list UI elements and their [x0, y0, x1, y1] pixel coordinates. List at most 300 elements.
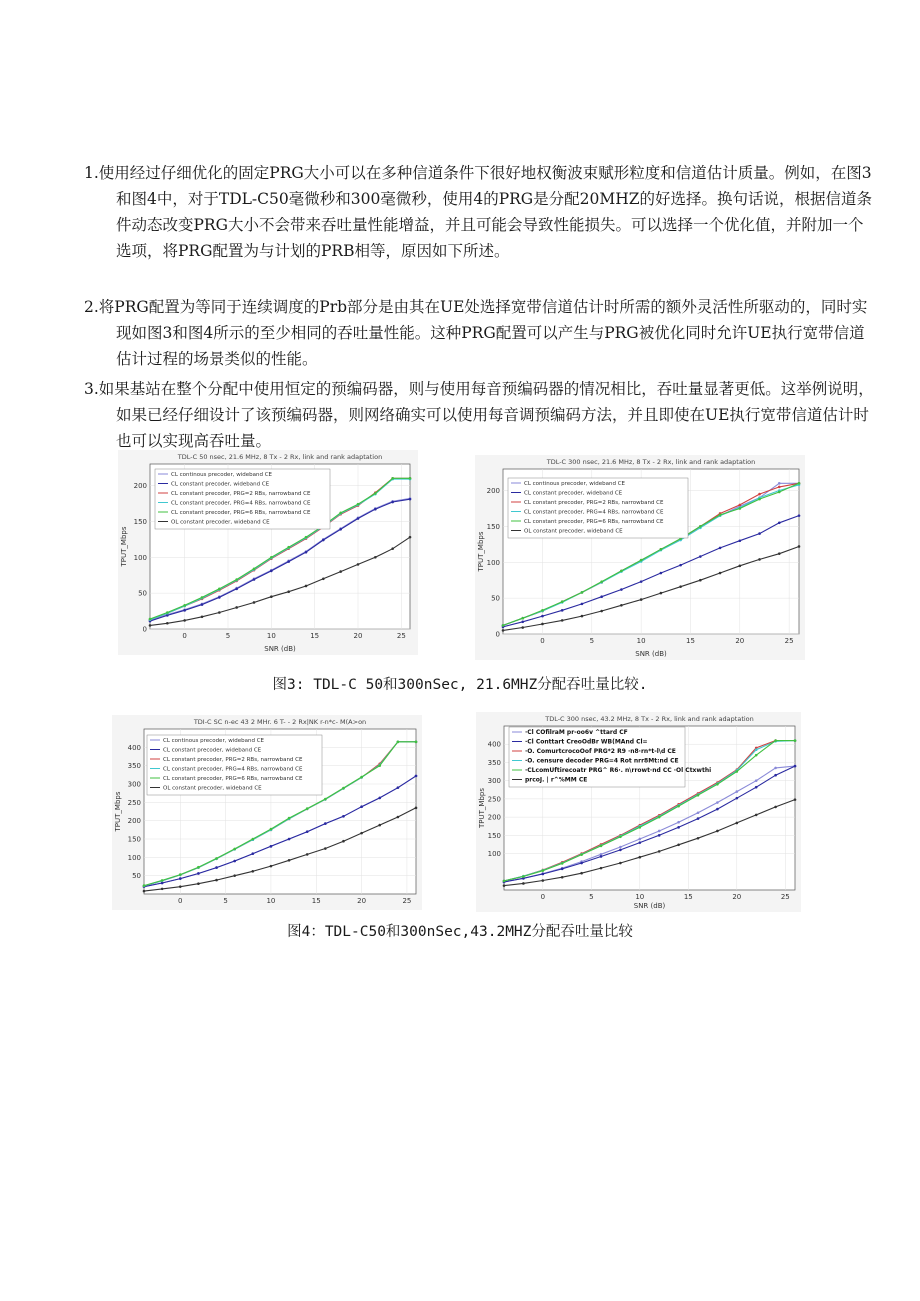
series-5-point	[288, 859, 291, 862]
series-5-point	[778, 552, 781, 555]
series-5-point	[391, 547, 394, 550]
y-tick-label: 50	[138, 589, 147, 598]
series-5-point	[679, 585, 682, 588]
series-4-point	[639, 826, 642, 829]
chart-fig3-right-svg	[475, 455, 805, 660]
legend-entry: CL constant precoder, PRG=4 RBs, narrowband CE	[163, 766, 303, 773]
series-1-point	[640, 580, 643, 583]
series-1-point	[600, 855, 603, 858]
series-5-point	[357, 563, 360, 566]
x-tick-label: 5	[589, 893, 594, 901]
series-4-point	[339, 511, 342, 514]
x-tick-label: 5	[223, 897, 228, 905]
series-1-point	[620, 588, 623, 591]
series-5-point	[502, 629, 505, 632]
x-tick-label: 25	[396, 632, 406, 640]
series-4-point	[521, 617, 524, 620]
series-4-point	[324, 798, 327, 801]
series-4-point	[360, 776, 363, 779]
series-4-point	[270, 828, 273, 831]
x-tick-label: 0	[540, 637, 545, 645]
series-5-point	[378, 824, 381, 827]
x-tick-label: 20	[732, 893, 742, 901]
series-5-point	[620, 604, 623, 607]
series-4-point	[143, 884, 146, 887]
y-tick-label: 400	[127, 743, 141, 752]
chart-fig4-right-svg	[476, 712, 801, 912]
series-4-point	[755, 754, 758, 757]
series-5-point	[600, 867, 603, 870]
series-0-point	[755, 779, 758, 782]
series-4-point	[270, 556, 273, 559]
series-1-point	[233, 860, 236, 863]
y-tick-label: 100	[487, 850, 501, 859]
x-tick-label: 15	[683, 893, 693, 901]
chart-fig3-left	[118, 450, 418, 655]
series-1-point	[561, 609, 564, 612]
series-5-point	[252, 870, 255, 873]
series-5-point	[324, 847, 327, 850]
figure-3-caption: 图3: TDL-C 50和300nSec, 21.6MHZ分配吞吐量比较.	[272, 677, 648, 693]
series-4-point	[305, 536, 308, 539]
series-1-point	[179, 877, 182, 880]
series-4-point	[542, 869, 545, 872]
series-5-point	[758, 558, 761, 561]
series-4-point	[699, 525, 702, 528]
paragraph-1	[84, 160, 876, 264]
series-5-point	[522, 882, 525, 885]
series-5-point	[697, 837, 700, 840]
series-4-point	[357, 503, 360, 506]
x-tick-label: 25	[780, 893, 790, 901]
series-5-point	[640, 598, 643, 601]
legend-entry: OL constant precoder, wideband CE	[524, 528, 623, 535]
series-1-point	[235, 588, 238, 591]
legend-entry: CL constant precoder, PRG=2 RBs, narrowband CE	[524, 500, 664, 506]
x-tick-label: 15	[310, 632, 320, 640]
y-tick-label: 150	[487, 831, 501, 840]
series-5-point	[360, 832, 363, 835]
x-tick-label: 15	[311, 897, 321, 905]
paragraph-2-text: .将PRG配置为等同于连续调度的Prb部分是由其在UE处选择宽带信道估计时所需的额外灵活性所驱动的，同时实现如图3和图4所示的至少相同的吞吐量性能。这种PRG配置可以产生与PRG被优化同时允许UE执行宽带信道估计过程的场景类似的性能。	[93, 298, 868, 368]
series-1-point	[201, 603, 204, 606]
series-1-point	[798, 514, 801, 517]
series-4-point	[581, 591, 584, 594]
series-0-point	[716, 801, 719, 804]
series-4-point	[161, 879, 164, 882]
series-1-point	[322, 539, 325, 542]
y-tick-label: 50	[132, 872, 141, 881]
series-4-point	[149, 618, 152, 621]
x-tick-label: 0	[182, 632, 187, 640]
series-5-point	[415, 807, 418, 810]
series-1-point	[197, 872, 200, 875]
series-5-point	[235, 606, 238, 609]
y-tick-label: 50	[491, 594, 500, 603]
series-4-point	[183, 604, 186, 607]
legend-entry: prcoJ. | r^%MM CE	[525, 776, 588, 784]
x-tick-label: 0	[540, 893, 546, 901]
chart-fig4-left-svg	[112, 715, 422, 910]
paragraph-2	[84, 294, 876, 372]
series-5-point	[561, 619, 564, 622]
legend-entry: OL constant precoder, wideband CE	[171, 519, 270, 526]
series-5-point	[521, 626, 524, 629]
series-4-point	[640, 559, 643, 562]
series-4-point	[561, 862, 564, 865]
series-5-point	[342, 840, 345, 843]
series-4-point	[233, 848, 236, 851]
y-tick-label: 200	[487, 813, 501, 822]
series-0-point	[774, 767, 777, 770]
series-4-point	[287, 546, 290, 549]
x-tick-label: 20	[735, 637, 745, 645]
series-4-point	[794, 739, 797, 742]
series-1-point	[697, 817, 700, 820]
series-1-point	[521, 621, 524, 624]
series-1-point	[660, 572, 663, 575]
series-1-point	[342, 815, 345, 818]
x-tick-label: 10	[266, 632, 276, 640]
series-1-point	[218, 596, 221, 599]
paragraph-1-number: 1.	[84, 164, 99, 182]
y-tick-label: 100	[486, 558, 500, 567]
x-axis-label: SNR (dB)	[264, 645, 296, 653]
y-axis-label: TPUT_Mbps	[478, 788, 486, 828]
series-4-point	[197, 866, 200, 869]
series-1-point	[794, 765, 797, 768]
y-tick-label: 100	[127, 853, 141, 862]
legend-entry: CL constant precoder, PRG=4 RBs, narrowband CE	[524, 509, 664, 516]
series-5-point	[306, 853, 309, 856]
series-1-point	[339, 528, 342, 531]
x-tick-label: 10	[266, 897, 276, 905]
legend-entry: ·O. censure decoder PRG=4 Rot nrr8Mt:nd CE	[525, 757, 679, 765]
series-5-point	[183, 619, 186, 622]
x-tick-label: 15	[686, 637, 695, 645]
legend-entry: CL constant precoder, PRG=6 RBs, narrowband CE	[171, 510, 311, 516]
y-axis-label: TPUT_Mbps	[114, 791, 122, 832]
y-tick-label: 350	[127, 762, 141, 771]
series-5-point	[798, 545, 801, 548]
series-1-point	[677, 826, 680, 829]
series-4-point	[541, 609, 544, 612]
series-4-point	[397, 741, 400, 744]
series-5-point	[143, 890, 146, 893]
legend-entry: OL constant precoder, wideband CE	[163, 785, 262, 792]
y-tick-label: 0	[495, 630, 500, 639]
series-4-point	[798, 482, 801, 485]
legend-entry: CL constant precoder, PRG=6 RBs, narrowband CE	[163, 776, 303, 782]
series-4-point	[600, 845, 603, 848]
series-5-point	[660, 592, 663, 595]
series-3-point	[755, 748, 758, 751]
series-4-point	[306, 807, 309, 810]
series-1-point	[774, 774, 777, 777]
series-2-point	[739, 504, 742, 507]
series-4-point	[235, 578, 238, 581]
series-5-point	[739, 565, 742, 568]
x-tick-label: 5	[589, 637, 595, 645]
series-4-point	[374, 492, 377, 495]
series-4-point	[561, 600, 564, 603]
series-1-point	[758, 532, 761, 535]
series-4-point	[391, 477, 394, 480]
series-5-point	[581, 615, 584, 618]
x-tick-label: 25	[784, 637, 794, 645]
y-tick-label: 250	[127, 798, 141, 807]
series-1-point	[270, 570, 273, 573]
series-0-point	[697, 811, 700, 814]
series-4-point	[218, 588, 221, 591]
x-tick-label: 20	[357, 897, 367, 905]
legend-entry: CL constant precoder, wideband CE	[524, 490, 623, 497]
series-5-point	[541, 623, 544, 626]
x-tick-label: 10	[635, 893, 645, 901]
y-tick-label: 200	[127, 817, 141, 826]
series-5-point	[305, 585, 308, 588]
legend-entry: ·Cl Conttart CreoOdBr WB(MAnd Cl=	[525, 738, 648, 746]
x-tick-label: 10	[636, 637, 646, 645]
series-4-point	[503, 880, 506, 883]
series-1-point	[391, 501, 394, 504]
series-4-point	[409, 477, 412, 480]
x-axis-label: SNR (dB)	[635, 650, 667, 658]
series-1-point	[739, 539, 742, 542]
series-5-point	[716, 830, 719, 833]
figure-4-caption: 图4：TDL-C50和300nSec,43.2MHZ分配吞吐量比较	[287, 924, 633, 940]
paragraph-3-text: .如果基站在整个分配中使用恒定的预编码器，则与使用每音预编码器的情况相比，吞吐量显著更低。这举例说明，如果已经仔细设计了该预编码器，则网络确实可以使用每音调预编码方法，并且即使在UE执行宽带信道估计时也可以实现高吞吐量。	[93, 380, 874, 450]
series-5-point	[580, 872, 583, 875]
series-1-point	[183, 609, 186, 612]
series-1-point	[542, 873, 545, 876]
series-5-point	[794, 798, 797, 801]
series-4-point	[719, 514, 722, 517]
series-1-point	[415, 775, 418, 778]
series-4-point	[253, 567, 256, 570]
series-5-point	[639, 856, 642, 859]
series-4-point	[619, 835, 622, 838]
legend-entry: CL continous precoder, wideband CE	[171, 472, 273, 478]
series-1-point	[397, 786, 400, 789]
series-5-point	[197, 882, 200, 885]
series-1-point	[716, 808, 719, 811]
y-tick-label: 150	[486, 522, 500, 531]
series-4-point	[677, 805, 680, 808]
series-4-point	[758, 498, 761, 501]
series-1-point	[288, 838, 291, 841]
y-tick-label: 200	[133, 482, 147, 491]
series-4-point	[252, 838, 255, 841]
series-4-point	[179, 873, 182, 876]
series-1-point	[619, 849, 622, 852]
series-4-point	[660, 548, 663, 551]
series-5-point	[736, 822, 739, 825]
series-4-point	[716, 783, 719, 786]
series-4-point	[620, 570, 623, 573]
chart-fig4-left	[112, 715, 422, 910]
y-tick-label: 400	[487, 740, 501, 749]
legend-entry: CL constant precoder, wideband CE	[171, 481, 270, 488]
series-5-point	[677, 844, 680, 847]
series-1-point	[580, 862, 583, 865]
series-4-point	[774, 739, 777, 742]
y-tick-label: 200	[486, 487, 500, 496]
series-4-point	[502, 624, 505, 627]
legend-entry: ·Cl COfilraM pr-oo6v ^ttard CF	[525, 729, 628, 736]
legend-entry: CL continous precoder, wideband CE	[524, 481, 626, 487]
series-1-point	[639, 841, 642, 844]
series-1-point	[306, 830, 309, 833]
series-4-point	[580, 853, 583, 856]
series-1-point	[270, 845, 273, 848]
series-5-point	[161, 888, 164, 891]
series-5-point	[149, 624, 152, 627]
series-4-point	[166, 611, 169, 614]
series-5-point	[658, 850, 661, 853]
series-5-point	[600, 610, 603, 613]
y-tick-label: 350	[487, 758, 501, 767]
series-4-point	[201, 596, 204, 599]
series-0-point	[639, 838, 642, 841]
legend-entry: ·CLcomUftirecoatr PRG^ R6·. n\rrowt·nd CC ·Ol Ctxwthi	[525, 767, 712, 774]
y-tick-label: 300	[127, 780, 141, 789]
paragraph-2-number: 2	[84, 298, 94, 316]
series-5-point	[774, 806, 777, 809]
series-4-point	[378, 764, 381, 767]
series-1-point	[541, 615, 544, 618]
series-5-point	[201, 616, 204, 619]
series-5-point	[322, 577, 325, 580]
series-5-point	[218, 611, 221, 614]
chart-fig3-right	[475, 455, 805, 660]
series-1-point	[778, 522, 781, 525]
series-5-point	[755, 814, 758, 817]
legend-entry: CL constant precoder, wideband CE	[163, 747, 262, 754]
series-2-point	[758, 493, 761, 496]
series-0-point	[736, 790, 739, 793]
series-5-point	[270, 865, 273, 868]
series-5-point	[166, 622, 169, 625]
series-2-point	[778, 486, 781, 489]
y-tick-label: 250	[487, 795, 501, 804]
series-5-point	[339, 570, 342, 573]
series-5-point	[503, 884, 506, 887]
series-4-point	[415, 741, 418, 744]
x-axis-label: SNR (dB)	[633, 902, 666, 910]
series-5-point	[561, 876, 564, 879]
series-4-point	[778, 491, 781, 494]
series-0-point	[658, 830, 661, 833]
legend-entry: CL constant precoder, PRG=6 RBs, narrowband CE	[524, 519, 664, 525]
series-5-point	[233, 874, 236, 877]
series-1-point	[409, 498, 412, 501]
series-5-point	[270, 595, 273, 598]
series-4-point	[522, 875, 525, 878]
series-5-point	[542, 879, 545, 882]
series-1-point	[736, 797, 739, 800]
legend-entry: CL constant precoder, PRG=4 RBs, narrowband CE	[171, 500, 311, 507]
y-axis-label: TPUT_Mbps	[477, 531, 485, 572]
series-1-point	[600, 595, 603, 598]
series-5-point	[397, 816, 400, 819]
series-4-point	[736, 770, 739, 773]
series-0-point	[619, 846, 622, 849]
series-1-point	[719, 547, 722, 550]
paragraph-3-number: 3	[84, 380, 94, 398]
y-tick-label: 0	[142, 625, 147, 634]
series-1-point	[215, 866, 218, 869]
series-1-point	[253, 578, 256, 581]
series-1-point	[679, 564, 682, 567]
x-tick-label: 20	[353, 632, 363, 640]
paragraph-1-text: 使用经过仔细优化的固定PRG大小可以在多种信道条件下很好地权衡波束赋形粒度和信道估计质量。例如，在图3和图4中，对于TDL-C50毫微秒和300毫微秒，使用4的PRG是分配20MHZ的好选择。换句话说，根据信道条件动态改变PRG大小不会带来吞吐量性能增益，并且可能会导致性能损失。可以选择一个优化值，并附加一个选项，将PRG配置为与计划的PRB相等，原因如下所述。	[98, 164, 873, 260]
series-1-point	[581, 603, 584, 606]
series-4-point	[600, 580, 603, 583]
series-4-point	[697, 794, 700, 797]
series-0-point	[677, 821, 680, 824]
chart-title: TDI-C SC n-ec 43 2 MHr. 6 T- - 2 Rx|NK r-n*c- M(A>on	[193, 718, 367, 726]
series-1-point	[699, 555, 702, 558]
chart-fig3-left-svg	[118, 450, 418, 655]
series-5-point	[287, 590, 290, 593]
x-tick-label: 25	[402, 897, 412, 905]
series-0-point	[778, 482, 781, 485]
y-tick-label: 100	[133, 553, 147, 562]
legend-entry: CL constant precoder, PRG=2 RBs, narrowband CE	[163, 757, 303, 763]
chart-fig4-right	[476, 712, 801, 912]
series-4-point	[288, 817, 291, 820]
series-1-point	[374, 508, 377, 511]
x-tick-label: 0	[178, 897, 183, 905]
series-5-point	[215, 879, 218, 882]
legend-entry: ·O. ComurtcrocoOof PRG*2 R9 ·n8·rn*t-l\d CE	[525, 748, 676, 755]
series-1-point	[324, 822, 327, 825]
series-1-point	[755, 786, 758, 789]
y-tick-label: 300	[487, 777, 501, 786]
legend-entry: CL continous precoder, wideband CE	[163, 738, 265, 744]
series-1-point	[378, 797, 381, 800]
series-1-point	[252, 852, 255, 855]
chart-title: TDL-C 50 nsec, 21.6 MHz, 8 Tx - 2 Rx, link and rank adaptation	[177, 453, 383, 461]
y-axis-label: TPUT_Mbps	[120, 526, 128, 567]
series-5-point	[619, 862, 622, 865]
series-1-point	[658, 834, 661, 837]
series-4-point	[215, 857, 218, 860]
series-4-point	[342, 787, 345, 790]
x-tick-label: 5	[225, 632, 231, 640]
series-5-point	[719, 572, 722, 575]
series-5-point	[253, 601, 256, 604]
series-1-point	[360, 805, 363, 808]
chart-title: TDL-C 300 nsec, 21.6 MHz, 8 Tx - 2 Rx, link and rank adaptation	[546, 458, 756, 466]
y-tick-label: 150	[127, 835, 141, 844]
series-5-point	[179, 885, 182, 888]
series-4-point	[658, 816, 661, 819]
series-1-point	[287, 560, 290, 563]
series-5-point	[699, 579, 702, 582]
series-5-point	[374, 556, 377, 559]
legend-entry: CL constant precoder, PRG=2 RBs, narrowband CE	[171, 491, 311, 497]
series-1-point	[305, 551, 308, 554]
series-5-point	[409, 536, 412, 539]
series-1-point	[561, 868, 564, 871]
chart-title: TDL-C 300 nsec, 43.2 MHz, 8 Tx - 2 Rx, link and rank adaptation	[545, 715, 754, 723]
y-tick-label: 150	[133, 517, 147, 526]
paragraph-3	[84, 376, 876, 454]
series-4-point	[739, 507, 742, 510]
series-1-point	[357, 517, 360, 520]
